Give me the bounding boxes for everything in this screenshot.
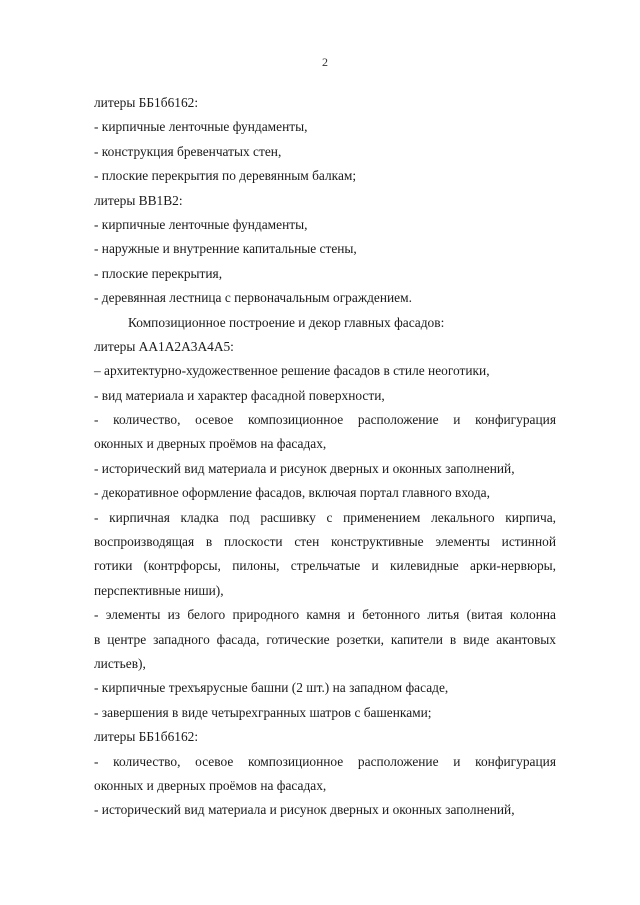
text-line: воспроизводящая в плоскости стен конструктивные элементы истинной [94,534,556,550]
text-line: - декоративное оформление фасадов, включая портал главного входа, [94,485,490,501]
text-line: - кирпичные ленточные фундаменты, [94,216,308,232]
text-line: - плоские перекрытия, [94,265,223,281]
text-line: - исторический вид материала и рисунок дверных и оконных заполнений, [94,802,515,818]
text-line: готики (контрфорсы, пилоны, стрельчатые и килевидные арки-нервюры, [94,558,556,574]
text-line: литеры АА1А2А3А4А5: [94,338,234,354]
text-line: - кирпичные трехъярусные башни (2 шт.) на западном фасаде, [94,680,449,696]
text-line: - элементы из белого природного камня и бетонного литья (витая колонна [94,607,556,623]
text-line: в центре западного фасада, готические розетки, капители в виде акантовых [94,631,556,647]
document-body [94,91,556,823]
text-line: – архитектурно-художественное решение фасадов в стиле неоготики, [94,363,490,379]
page-number: 2 [322,55,328,69]
text-line: литеры ББ1б6162: [94,729,199,745]
text-line: оконных и дверных проёмов на фасадах, [94,436,327,452]
text-line: - исторический вид материала и рисунок дверных и оконных заполнений, [94,460,515,476]
text-line: - завершения в виде четырехгранных шатров с башенками; [94,704,432,720]
section-heading: Композиционное построение и декор главных фасадов: [128,314,445,330]
text-line: - плоские перекрытия по деревянным балкам; [94,168,357,184]
text-line: листьев), [94,655,146,671]
text-line: литеры ББ1б6162: [94,95,199,110]
text-line: - конструкция бревенчатых стен, [94,143,282,159]
text-line: перспективные ниши), [94,582,224,598]
text-line: оконных и дверных проёмов на фасадах, [94,777,327,793]
text-line: литеры ВВ1В2: [94,192,183,208]
text-line: - кирпичная кладка под расшивку с применением лекального кирпича, [94,509,556,525]
text-line: - количество, осевое композиционное расположение и конфигурация [94,753,556,769]
text-line: - количество, осевое композиционное расположение и конфигурация [94,412,556,428]
text-line: - деревянная лестница с первоначальным ограждением. [94,290,412,306]
text-line: - наружные и внутренние капитальные стены, [94,241,357,257]
text-line: - вид материала и характер фасадной поверхности, [94,387,385,403]
text-line: - кирпичные ленточные фундаменты, [94,119,308,135]
